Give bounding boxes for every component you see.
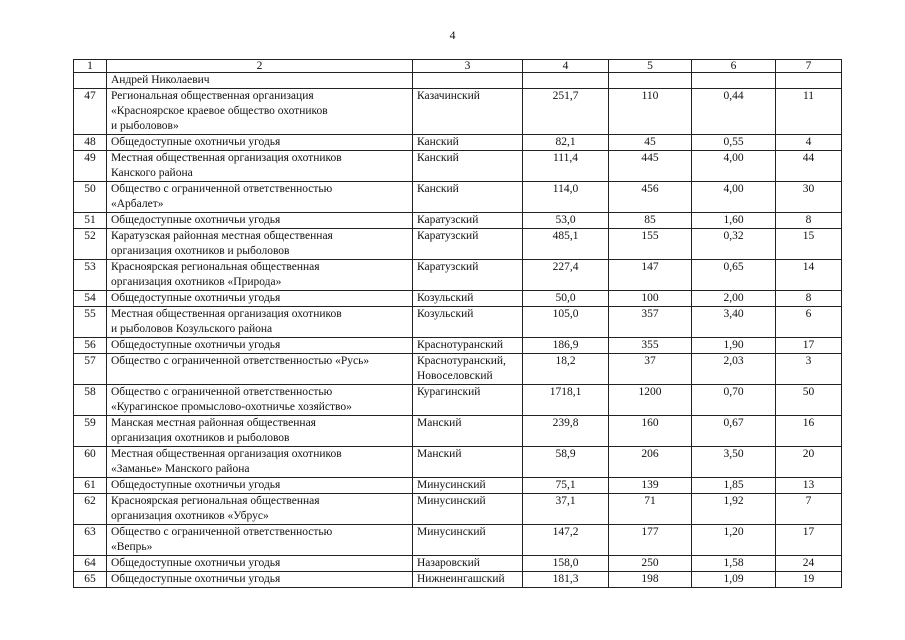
- count-value: 100: [609, 291, 692, 307]
- district-name: Назаровский: [413, 556, 523, 572]
- area-value: [523, 73, 609, 89]
- count-value: 155: [609, 229, 692, 260]
- count-value: 37: [609, 354, 692, 385]
- district-name: Манский: [413, 447, 523, 478]
- density-value: 2,03: [692, 354, 776, 385]
- table-row: [74, 229, 842, 260]
- count-value: 198: [609, 572, 692, 588]
- row-number: 53: [74, 260, 107, 291]
- area-value: 158,0: [523, 556, 609, 572]
- organization-name: Общедоступные охотничьи угодья: [107, 291, 413, 307]
- area-value: 186,9: [523, 338, 609, 354]
- table-row: [74, 447, 842, 478]
- header-cell: 1: [74, 60, 107, 73]
- quota-value: 30: [776, 182, 842, 213]
- area-value: 1718,1: [523, 385, 609, 416]
- area-value: 105,0: [523, 307, 609, 338]
- area-value: 114,0: [523, 182, 609, 213]
- count-value: 445: [609, 151, 692, 182]
- quota-value: 20: [776, 447, 842, 478]
- organization-name: Общество с ограниченной ответственностью «Арбалет»: [107, 182, 413, 213]
- row-number: 64: [74, 556, 107, 572]
- row-number: 48: [74, 135, 107, 151]
- header-cell: 6: [692, 60, 776, 73]
- header-cell: 5: [609, 60, 692, 73]
- table-row: [74, 572, 842, 588]
- district-name: Козульский: [413, 291, 523, 307]
- density-value: 3,50: [692, 447, 776, 478]
- density-value: 1,92: [692, 494, 776, 525]
- table-row: [74, 385, 842, 416]
- row-number: 62: [74, 494, 107, 525]
- count-value: 110: [609, 89, 692, 135]
- count-value: 1200: [609, 385, 692, 416]
- table-row: [74, 73, 842, 89]
- organization-name: Местная общественная организация охотников «Заманье» Манского района: [107, 447, 413, 478]
- area-value: 50,0: [523, 291, 609, 307]
- area-value: 227,4: [523, 260, 609, 291]
- header-cell: 2: [107, 60, 413, 73]
- row-number: 60: [74, 447, 107, 478]
- organization-name: Красноярская региональная общественная организация охотников «Убрус»: [107, 494, 413, 525]
- area-value: 75,1: [523, 478, 609, 494]
- district-name: Канский: [413, 135, 523, 151]
- table-row: [74, 338, 842, 354]
- table-row: [74, 478, 842, 494]
- district-name: Козульский: [413, 307, 523, 338]
- density-value: 2,00: [692, 291, 776, 307]
- quota-value: 11: [776, 89, 842, 135]
- quota-value: 19: [776, 572, 842, 588]
- density-value: 0,32: [692, 229, 776, 260]
- organization-name: Региональная общественная организация «Красноярское краевое общество охотников и рыболовов»: [107, 89, 413, 135]
- quota-value: 16: [776, 416, 842, 447]
- count-value: 85: [609, 213, 692, 229]
- density-value: 0,55: [692, 135, 776, 151]
- district-name: Краснотуранский, Новоселовский: [413, 354, 523, 385]
- table-row: [74, 135, 842, 151]
- organization-name: Андрей Николаевич: [107, 73, 413, 89]
- density-value: 0,70: [692, 385, 776, 416]
- organization-name: Общедоступные охотничьи угодья: [107, 338, 413, 354]
- row-number: 47: [74, 89, 107, 135]
- header-cell: 7: [776, 60, 842, 73]
- hunting-grounds-table: [73, 59, 842, 588]
- quota-value: 8: [776, 213, 842, 229]
- row-number: 65: [74, 572, 107, 588]
- density-value: 1,09: [692, 572, 776, 588]
- area-value: 111,4: [523, 151, 609, 182]
- quota-value: 7: [776, 494, 842, 525]
- quota-value: 14: [776, 260, 842, 291]
- quota-value: [776, 73, 842, 89]
- district-name: Канский: [413, 151, 523, 182]
- count-value: 250: [609, 556, 692, 572]
- district-name: Канский: [413, 182, 523, 213]
- district-name: Минусинский: [413, 525, 523, 556]
- quota-value: 50: [776, 385, 842, 416]
- density-value: 4,00: [692, 151, 776, 182]
- district-name: Каратузский: [413, 213, 523, 229]
- area-value: 82,1: [523, 135, 609, 151]
- area-value: 181,3: [523, 572, 609, 588]
- area-value: 239,8: [523, 416, 609, 447]
- table-row: [74, 151, 842, 182]
- count-value: 355: [609, 338, 692, 354]
- row-number: 52: [74, 229, 107, 260]
- quota-value: 17: [776, 338, 842, 354]
- district-name: Курагинский: [413, 385, 523, 416]
- table-row: [74, 354, 842, 385]
- count-value: 45: [609, 135, 692, 151]
- quota-value: 44: [776, 151, 842, 182]
- quota-value: 15: [776, 229, 842, 260]
- table-row: [74, 260, 842, 291]
- district-name: Краснотуранский: [413, 338, 523, 354]
- table-row: [74, 556, 842, 572]
- organization-name: Манская местная районная общественная организация охотников и рыболовов: [107, 416, 413, 447]
- area-value: 147,2: [523, 525, 609, 556]
- area-value: 251,7: [523, 89, 609, 135]
- table-row: [74, 213, 842, 229]
- row-number: 59: [74, 416, 107, 447]
- row-number: 57: [74, 354, 107, 385]
- district-name: Минусинский: [413, 478, 523, 494]
- organization-name: Общедоступные охотничьи угодья: [107, 213, 413, 229]
- count-value: 160: [609, 416, 692, 447]
- row-number: 58: [74, 385, 107, 416]
- density-value: 1,58: [692, 556, 776, 572]
- district-name: Каратузский: [413, 229, 523, 260]
- organization-name: Общество с ограниченной ответственностью «Русь»: [107, 354, 413, 385]
- quota-value: 4: [776, 135, 842, 151]
- row-number: 56: [74, 338, 107, 354]
- row-number: 50: [74, 182, 107, 213]
- row-number: 54: [74, 291, 107, 307]
- quota-value: 6: [776, 307, 842, 338]
- count-value: 177: [609, 525, 692, 556]
- quota-value: 3: [776, 354, 842, 385]
- count-value: 139: [609, 478, 692, 494]
- density-value: 0,65: [692, 260, 776, 291]
- table-row: [74, 307, 842, 338]
- area-value: 485,1: [523, 229, 609, 260]
- organization-name: Общество с ограниченной ответственностью «Курагинское промыслово-охотничье хозяйство»: [107, 385, 413, 416]
- table-row: [74, 525, 842, 556]
- row-number: 61: [74, 478, 107, 494]
- district-name: Казачинский: [413, 89, 523, 135]
- organization-name: Местная общественная организация охотников и рыболовов Козульского района: [107, 307, 413, 338]
- density-value: 1,85: [692, 478, 776, 494]
- density-value: 1,60: [692, 213, 776, 229]
- count-value: 357: [609, 307, 692, 338]
- organization-name: Местная общественная организация охотников Канского района: [107, 151, 413, 182]
- organization-name: Общедоступные охотничьи угодья: [107, 556, 413, 572]
- density-value: 1,90: [692, 338, 776, 354]
- organization-name: Общедоступные охотничьи угодья: [107, 572, 413, 588]
- table-row: [74, 416, 842, 447]
- table-row: [74, 291, 842, 307]
- quota-value: 17: [776, 525, 842, 556]
- header-row: [74, 60, 842, 73]
- page-number: 4: [449, 28, 456, 42]
- count-value: [609, 73, 692, 89]
- area-value: 53,0: [523, 213, 609, 229]
- row-number: [74, 73, 107, 89]
- density-value: 1,20: [692, 525, 776, 556]
- count-value: 456: [609, 182, 692, 213]
- header-cell: 3: [413, 60, 523, 73]
- row-number: 55: [74, 307, 107, 338]
- area-value: 37,1: [523, 494, 609, 525]
- organization-name: Общедоступные охотничьи угодья: [107, 478, 413, 494]
- count-value: 71: [609, 494, 692, 525]
- quota-value: 24: [776, 556, 842, 572]
- table-row: [74, 494, 842, 525]
- quota-value: 8: [776, 291, 842, 307]
- district-name: [413, 73, 523, 89]
- organization-name: Каратузская районная местная общественная организация охотников и рыболовов: [107, 229, 413, 260]
- organization-name: Общество с ограниченной ответственностью «Вепрь»: [107, 525, 413, 556]
- table-row: [74, 89, 842, 135]
- organization-name: Общедоступные охотничьи угодья: [107, 135, 413, 151]
- count-value: 147: [609, 260, 692, 291]
- area-value: 18,2: [523, 354, 609, 385]
- density-value: 0,44: [692, 89, 776, 135]
- density-value: 3,40: [692, 307, 776, 338]
- district-name: Нижнеингашский: [413, 572, 523, 588]
- district-name: Каратузский: [413, 260, 523, 291]
- row-number: 51: [74, 213, 107, 229]
- header-cell: 4: [523, 60, 609, 73]
- density-value: 4,00: [692, 182, 776, 213]
- row-number: 49: [74, 151, 107, 182]
- quota-value: 13: [776, 478, 842, 494]
- table-row: [74, 182, 842, 213]
- density-value: 0,67: [692, 416, 776, 447]
- district-name: Минусинский: [413, 494, 523, 525]
- district-name: Манский: [413, 416, 523, 447]
- density-value: [692, 73, 776, 89]
- row-number: 63: [74, 525, 107, 556]
- area-value: 58,9: [523, 447, 609, 478]
- count-value: 206: [609, 447, 692, 478]
- organization-name: Красноярская региональная общественная организация охотников «Природа»: [107, 260, 413, 291]
